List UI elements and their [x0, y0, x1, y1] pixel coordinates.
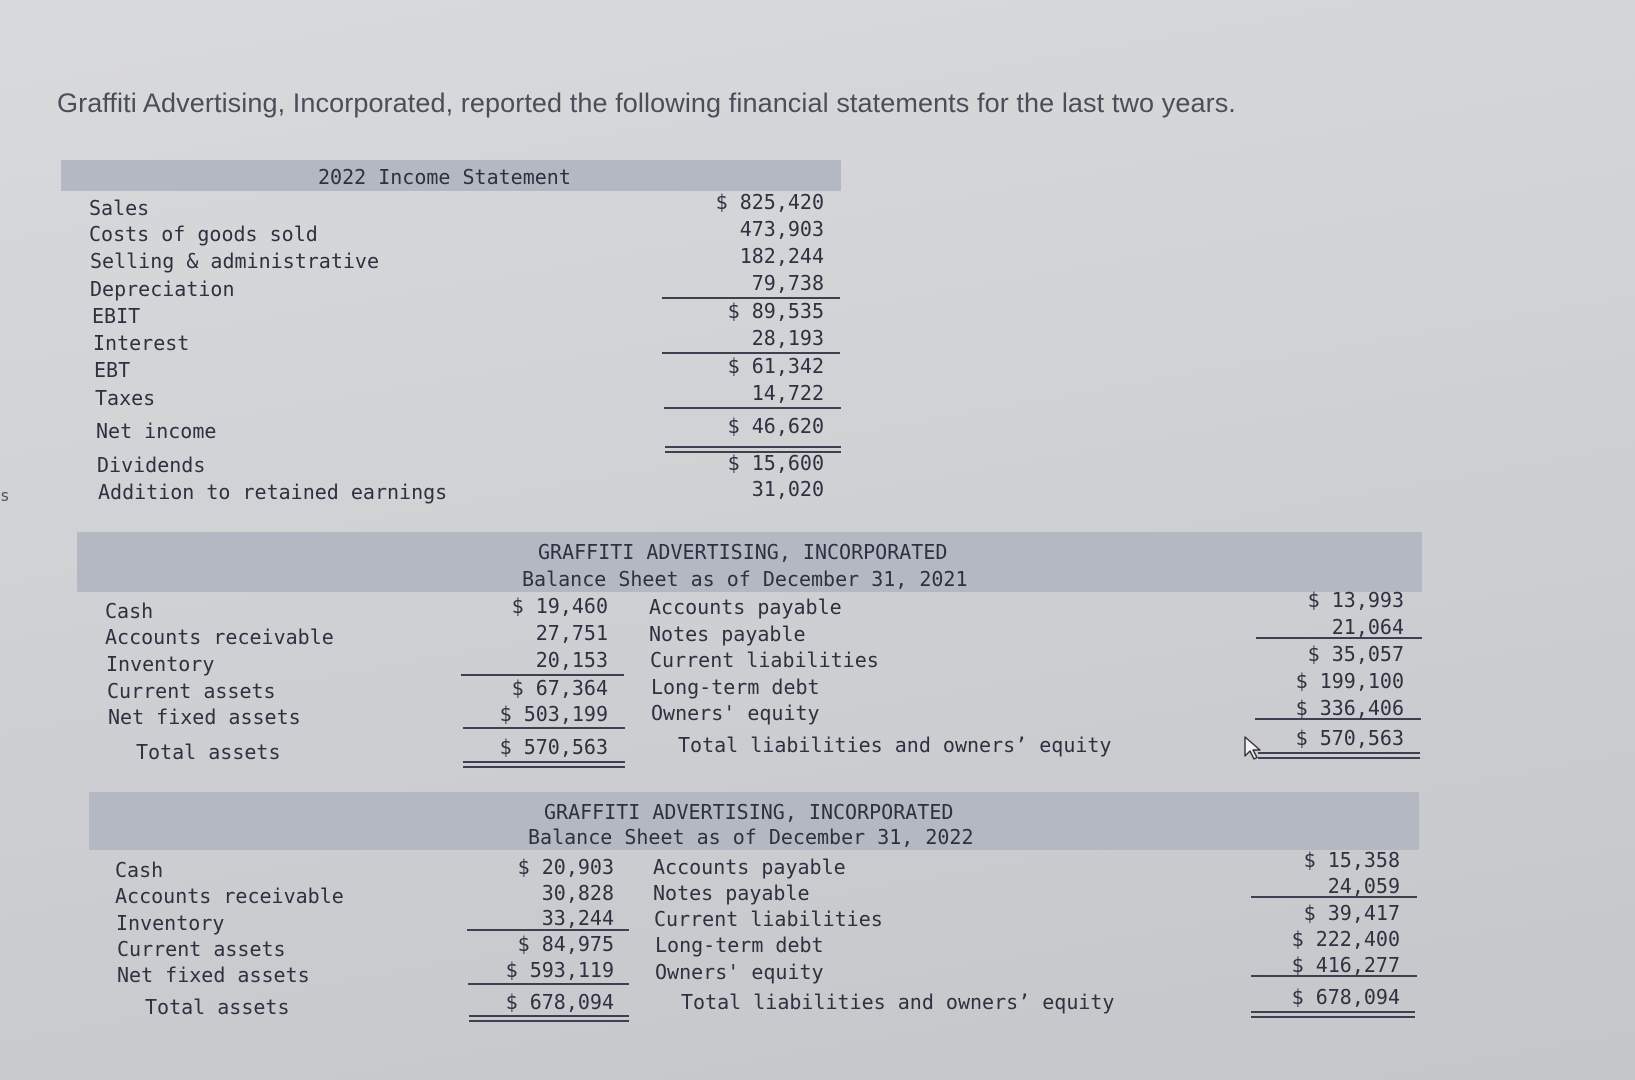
bs2021-asset-rule-double — [463, 761, 625, 768]
bs2021-liab-label: Current liabilities — [650, 648, 879, 672]
income-label-dividends: Dividends — [97, 453, 206, 477]
income-value-ebit: $ 89,535 — [727, 299, 824, 323]
bs2021-asset-value: 27,751 — [535, 621, 608, 645]
income-label-cogs: Costs of goods sold — [89, 222, 318, 246]
bs2021-liab-label: Owners' equity — [651, 701, 820, 725]
bs2022-asset-value: 33,244 — [541, 906, 614, 930]
bs2022-liab-rule-double — [1251, 1011, 1415, 1018]
bs2021-liab-value: $ 35,057 — [1307, 642, 1404, 666]
bs2022-liab-value: $ 15,358 — [1303, 848, 1400, 872]
bs2021-asset-label: Current assets — [107, 679, 276, 703]
bs2021-liab-label-total: Total liabilities and owners’ equity — [678, 733, 1112, 757]
income-value-depreciation: 79,738 — [751, 271, 824, 295]
bs2022-liab-label: Notes payable — [653, 881, 810, 905]
income-label-ebit: EBIT — [92, 304, 141, 328]
bs2021-asset-value: $ 67,364 — [511, 676, 608, 700]
income-value-retained: 31,020 — [751, 477, 824, 501]
bs2021-asset-label: Cash — [105, 599, 154, 623]
edge-mark: s — [0, 486, 10, 505]
income-rule-3 — [664, 407, 841, 409]
bs2021-liab-label: Notes payable — [649, 622, 806, 646]
income-value-interest: 28,193 — [751, 326, 824, 350]
income-label-taxes: Taxes — [95, 386, 156, 410]
bs2022-liab-value: $ 39,417 — [1303, 901, 1400, 925]
bs2022-asset-rule-2 — [468, 983, 629, 985]
income-title: 2022 Income Statement — [318, 165, 571, 189]
bs2021-company: GRAFFITI ADVERTISING, INCORPORATED — [538, 540, 948, 564]
bs2022-liab-value: $ 222,400 — [1291, 927, 1400, 951]
bs2022-asset-rule-double — [469, 1015, 629, 1022]
income-value-ebt: $ 61,342 — [727, 354, 824, 378]
mouse-cursor-icon — [1243, 736, 1263, 762]
bs2021-liab-rule-double — [1258, 752, 1420, 759]
income-value-sga: 182,244 — [739, 244, 824, 268]
bs2021-asset-value: 20,153 — [535, 648, 608, 672]
bs2021-asset-label: Net fixed assets — [108, 705, 301, 729]
bs2021-liab-value: $ 199,100 — [1295, 669, 1404, 693]
bs2022-company: GRAFFITI ADVERTISING, INCORPORATED — [544, 800, 954, 824]
bs2022-liab-value: $ 416,277 — [1291, 953, 1400, 977]
bs2021-liab-value: 21,064 — [1331, 615, 1404, 639]
income-value-net-income: $ 46,620 — [727, 414, 824, 438]
intro-text: Graffiti Advertising, Incorporated, reported the following financial statements for the last two years. — [57, 88, 1236, 118]
bs2022-asset-rule-1 — [467, 929, 629, 931]
income-label-sales: Sales — [89, 196, 150, 220]
bs2021-liab-rule-2 — [1255, 718, 1421, 720]
bs2022-asset-value: $ 84,975 — [517, 932, 614, 956]
bs2021-asset-value: $ 19,460 — [511, 594, 608, 618]
bs2022-asset-label: Accounts receivable — [115, 884, 344, 908]
bs2022-liab-label: Owners' equity — [655, 960, 824, 984]
bs2022-liab-rule-1 — [1251, 896, 1417, 898]
bs2021-title: Balance Sheet as of December 31, 2021 — [522, 567, 968, 591]
bs2022-liab-label: Current liabilities — [654, 907, 883, 931]
income-label-depreciation: Depreciation — [90, 277, 235, 301]
bs2021-liab-value: $ 13,993 — [1307, 588, 1404, 612]
income-value-dividends: $ 15,600 — [727, 451, 824, 475]
bs2021-liab-rule-1 — [1256, 637, 1422, 639]
bs2022-asset-label: Current assets — [117, 937, 286, 961]
income-label-ebt: EBT — [94, 358, 131, 382]
bs2022-asset-value: $ 593,119 — [505, 958, 614, 982]
bs2021-liab-value-total: $ 570,563 — [1295, 726, 1404, 750]
bs2022-liab-label: Long-term debt — [655, 933, 824, 957]
income-value-taxes: 14,722 — [751, 381, 824, 405]
bs2021-asset-label: Inventory — [106, 652, 215, 676]
bs2022-liab-rule-2 — [1251, 975, 1417, 977]
bs2021-asset-value-total: $ 570,563 — [499, 735, 608, 759]
income-label-interest: Interest — [93, 331, 190, 355]
bs2022-asset-label: Inventory — [116, 911, 225, 935]
income-label-retained: Addition to retained earnings — [98, 480, 448, 504]
bs2021-liab-value: $ 336,406 — [1295, 696, 1404, 720]
income-label-sga: Selling & administrative — [90, 249, 379, 273]
bs2021-asset-rule-2 — [463, 727, 625, 729]
bs2021-asset-label-total: Total assets — [136, 740, 281, 764]
bs2022-asset-value-total: $ 678,094 — [505, 990, 614, 1014]
bs2022-liab-value: 24,059 — [1327, 874, 1400, 898]
bs2022-asset-label: Cash — [115, 858, 164, 882]
bs2021-asset-value: $ 503,199 — [499, 702, 608, 726]
bs2022-asset-label: Net fixed assets — [117, 963, 310, 987]
income-label-net-income: Net income — [96, 419, 217, 443]
income-value-sales: $ 825,420 — [715, 190, 824, 214]
bs2022-liab-value-total: $ 678,094 — [1291, 985, 1400, 1009]
bs2021-asset-label: Accounts receivable — [105, 625, 334, 649]
bs2022-asset-label-total: Total assets — [145, 995, 290, 1019]
bs2022-asset-value: 30,828 — [541, 881, 614, 905]
bs2021-liab-label: Long-term debt — [651, 675, 820, 699]
bs2022-liab-label: Accounts payable — [653, 855, 846, 879]
bs2021-liab-label: Accounts payable — [649, 595, 842, 619]
bs2022-title: Balance Sheet as of December 31, 2022 — [528, 825, 974, 849]
bs2022-asset-value: $ 20,903 — [517, 855, 614, 879]
bs2022-liab-label-total: Total liabilities and owners’ equity — [681, 990, 1115, 1014]
income-value-cogs: 473,903 — [739, 217, 824, 241]
